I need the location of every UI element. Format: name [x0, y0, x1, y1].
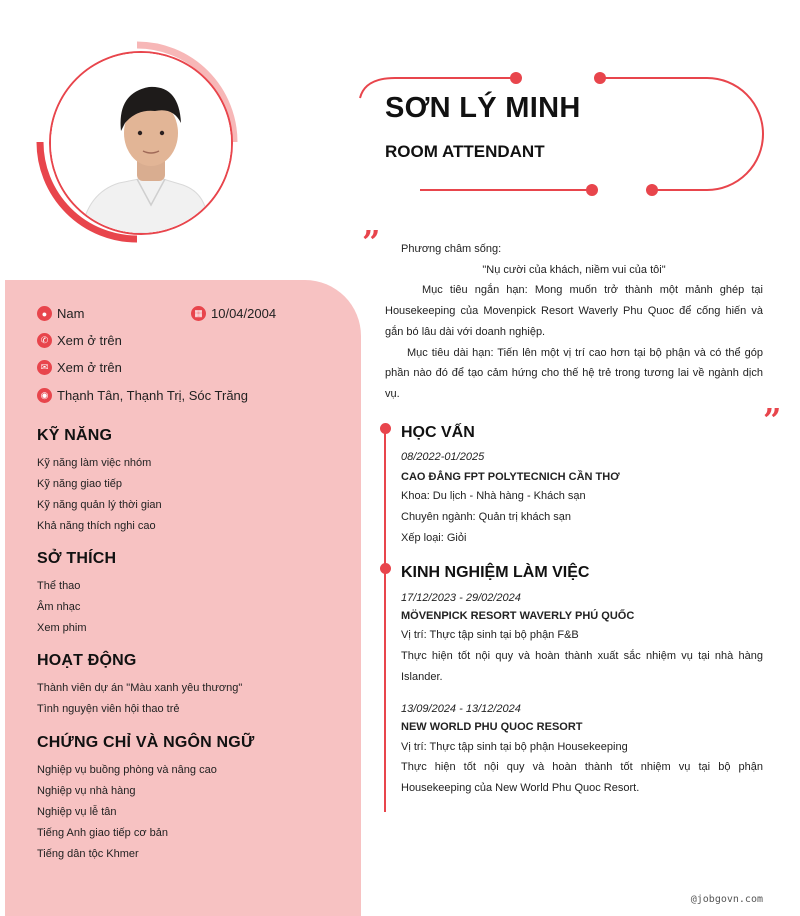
certs-section — [37, 734, 357, 865]
contact-address — [37, 388, 357, 403]
long-term-goal: Mục tiêu dài hạn: Tiến lên một vị trí cao hơn tại bộ phận và có thể góp phần nào đó để tạo cảm hứng cho thế hệ trẻ trong tương lai về ngành dịch vụ. — [385, 346, 763, 400]
motto-label: Phương châm sống: — [401, 243, 502, 255]
gender-value: Nam — [57, 306, 85, 321]
activities-title: HOẠT ĐỘNG — [37, 652, 137, 669]
education-faculty: Khoa: Du lịch - Nhà hàng - Khách sạn — [401, 490, 586, 502]
quote-close-icon: ” — [763, 401, 782, 439]
experience-title: KINH NGHIỆM LÀM VIỆC — [401, 564, 590, 581]
list-item: Kỹ năng làm việc nhóm — [37, 457, 152, 469]
education-major: Chuyên ngành: Quản trị khách sạn — [401, 511, 572, 523]
avatar — [51, 53, 231, 233]
list-item: Khả năng thích nghi cao — [37, 520, 156, 532]
skills-section — [37, 427, 357, 537]
timeline-line — [384, 428, 386, 812]
job-period: 17/12/2023 - 29/02/2024 — [401, 592, 521, 604]
contact-phone[interactable] — [37, 333, 357, 348]
candidate-name: SƠN LÝ MINH — [385, 92, 581, 124]
job-company: MÖVENPICK RESORT WAVERLY PHÚ QUỐC — [401, 610, 635, 622]
motto-text: "Nụ cười của khách, niềm vui của tôi" — [482, 263, 666, 276]
list-item: Tiếng Anh giao tiếp cơ bản — [37, 827, 168, 839]
skills-title: KỸ NĂNG — [37, 427, 113, 444]
timeline-dot — [380, 423, 391, 434]
list-item: Xem phim — [37, 622, 87, 634]
contact-birthdate — [191, 306, 351, 321]
education-period: 08/2022-01/2025 — [401, 451, 485, 463]
person-icon: ● — [37, 306, 52, 321]
list-item: Thể thao — [37, 580, 81, 592]
address-value: Thạnh Tân, Thạnh Trị, Sóc Trăng — [57, 388, 249, 403]
location-icon: ◉ — [37, 388, 52, 403]
portrait-image — [51, 53, 231, 233]
education-title: HỌC VẤN — [401, 424, 475, 441]
list-item: Tiếng dân tộc Khmer — [37, 848, 139, 860]
quote-open-icon: ” — [362, 223, 381, 261]
job-description: Thực hiện tốt nội quy và hoàn thành xuất sắc nhiệm vụ tại nhà hàng Islander. — [401, 650, 763, 683]
job-company: NEW WORLD PHU QUOC RESORT — [401, 721, 583, 733]
certs-title: CHỨNG CHỈ VÀ NGÔN NGỮ — [37, 734, 255, 751]
list-item: Nghiệp vụ buồng phòng và nâng cao — [37, 764, 217, 776]
list-item: Nghiệp vụ lễ tân — [37, 806, 117, 818]
education-school: CAO ĐẲNG FPT POLYTECNICH CẦN THƠ — [401, 471, 620, 483]
hobbies-title: SỞ THÍCH — [37, 550, 117, 567]
job-period: 13/09/2024 - 13/12/2024 — [401, 703, 521, 715]
job-position: Vị trí: Thực tập sinh tại bộ phận F&B — [401, 629, 579, 641]
calendar-icon: ▦ — [191, 306, 206, 321]
education-grade: Xếp loại: Giỏi — [401, 532, 467, 544]
list-item: Nghiệp vụ nhà hàng — [37, 785, 136, 797]
phone-icon: ✆ — [37, 333, 52, 348]
list-item: Kỹ năng giao tiếp — [37, 478, 123, 490]
birthdate-value: 10/04/2004 — [211, 306, 277, 321]
job-title: ROOM ATTENDANT — [385, 142, 545, 161]
list-item: Thành viên dự án "Màu xanh yêu thương" — [37, 682, 243, 694]
watermark: @jobgovn.com — [690, 894, 763, 905]
job-position: Vị trí: Thực tập sinh tại bộ phận Housekeeping — [401, 741, 628, 753]
phone-value: Xem ở trên — [57, 333, 122, 348]
contact-email[interactable] — [37, 360, 357, 375]
timeline-dot — [380, 563, 391, 574]
list-item: Âm nhạc — [37, 601, 81, 613]
job-description: Thực hiện tốt nội quy và hoàn thành tốt nhiệm vụ tại bộ phận Housekeeping của New World Phu Quoc Resort. — [401, 761, 763, 794]
list-item: Kỹ năng quản lý thời gian — [37, 499, 162, 511]
email-value: Xem ở trên — [57, 360, 122, 375]
short-term-goal: Mục tiêu ngắn hạn: Mong muốn trở thành một mảnh ghép tại Housekeeping của Movenpick Resort Waverly Phu Quoc để cống hiến và gắn bó lâu dài với doanh nghiệp. — [385, 284, 763, 338]
objective-block — [385, 239, 763, 405]
mail-icon: ✉ — [37, 360, 52, 375]
activities-section — [37, 652, 357, 720]
header-decoration — [355, 68, 775, 203]
list-item: Tình nguyện viên hội thao trẻ — [37, 703, 180, 715]
hobbies-section — [37, 550, 357, 639]
